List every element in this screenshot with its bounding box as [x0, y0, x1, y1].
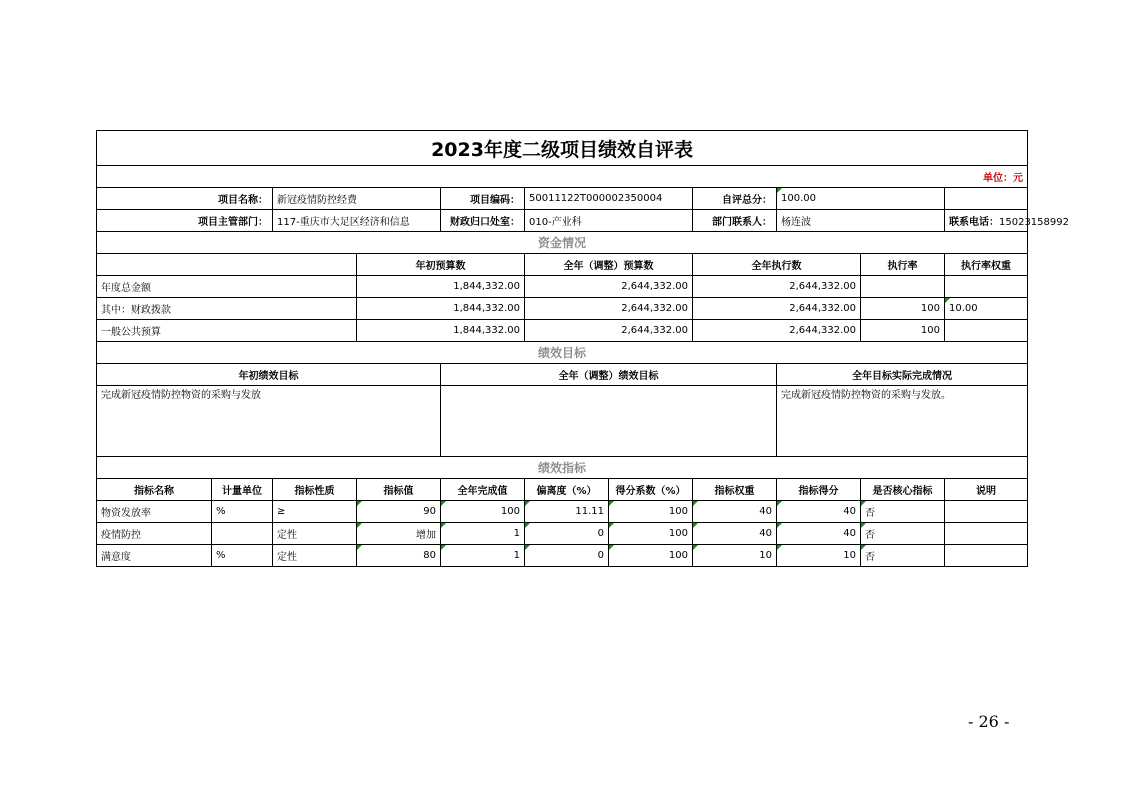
indicator-header: 指标性质 [273, 479, 357, 501]
indicator-done: 1 [441, 545, 525, 567]
unit-label: 单位：元 [97, 166, 1028, 188]
indicator-header: 说明 [945, 479, 1028, 501]
funds-row-label: 一般公共预算 [97, 320, 357, 342]
contact-label: 部门联系人： [693, 210, 777, 232]
self-score-label: 自评总分： [693, 188, 777, 210]
indicator-header: 指标得分 [777, 479, 861, 501]
indicator-note [945, 545, 1028, 567]
dept-value: 117-重庆市大足区经济和信息 [273, 210, 441, 232]
indicator-done: 100 [441, 501, 525, 523]
funds-executed: 2,644,332.00 [693, 320, 861, 342]
goal-initial: 完成新冠疫情防控物资的采购与发放 [97, 386, 441, 457]
page-number: - 26 - [968, 712, 1010, 731]
goals-section-title: 绩效目标 [97, 342, 1028, 364]
funds-executed: 2,644,332.00 [693, 298, 861, 320]
page-title: 2023年度二级项目绩效自评表 [97, 131, 1028, 166]
funds-weight: 10.00 [945, 298, 1028, 320]
indicator-score: 10 [777, 545, 861, 567]
indicator-note [945, 523, 1028, 545]
indicator-coef: 100 [609, 545, 693, 567]
indicator-header: 指标名称 [97, 479, 212, 501]
funds-row [97, 320, 1028, 342]
funds-initial: 1,844,332.00 [357, 320, 525, 342]
project-name-label: 项目名称： [97, 188, 273, 210]
indicator-coef: 100 [609, 523, 693, 545]
funds-adjusted: 2,644,332.00 [525, 320, 693, 342]
funds-adjusted: 2,644,332.00 [525, 276, 693, 298]
project-name-value: 新冠疫情防控经费 [273, 188, 441, 210]
empty-cell [945, 188, 1028, 210]
funds-section-title: 资金情况 [97, 232, 1028, 254]
indicator-header: 指标值 [357, 479, 441, 501]
funds-header: 执行率权重 [945, 254, 1028, 276]
finance-office-value: 010-产业科 [525, 210, 693, 232]
indicator-note [945, 501, 1028, 523]
funds-initial: 1,844,332.00 [357, 276, 525, 298]
indicator-coef: 100 [609, 501, 693, 523]
funds-row-label: 其中：财政拨款 [97, 298, 357, 320]
goals-header: 全年目标实际完成情况 [777, 364, 1028, 386]
goal-adjusted [441, 386, 777, 457]
indicator-header: 得分系数（%） [609, 479, 693, 501]
project-code-value: 50011122T000002350004 [525, 188, 693, 210]
funds-header-blank [97, 254, 357, 276]
indicator-row [97, 501, 1028, 523]
funds-weight [945, 276, 1028, 298]
funds-row [97, 276, 1028, 298]
indicator-deviation: 11.11 [525, 501, 609, 523]
indicator-row [97, 523, 1028, 545]
indicator-weight: 10 [693, 545, 777, 567]
dept-label: 项目主管部门： [97, 210, 273, 232]
funds-weight [945, 320, 1028, 342]
project-code-label: 项目编码： [441, 188, 525, 210]
funds-executed: 2,644,332.00 [693, 276, 861, 298]
funds-row-label: 年度总金额 [97, 276, 357, 298]
indicators-section-title: 绩效指标 [97, 457, 1028, 479]
self-score-value: 100.00 [777, 188, 945, 210]
funds-initial: 1,844,332.00 [357, 298, 525, 320]
phone-label: 联系电话： [949, 217, 999, 228]
indicator-nature: ≥ [273, 501, 357, 523]
indicator-weight: 40 [693, 523, 777, 545]
funds-rate: 100 [861, 298, 945, 320]
indicator-unit [212, 523, 273, 545]
goals-header: 年初绩效目标 [97, 364, 441, 386]
phone-cell [945, 210, 1069, 232]
indicator-header: 指标权重 [693, 479, 777, 501]
indicator-row [97, 545, 1028, 567]
indicator-name: 满意度 [97, 545, 212, 567]
funds-header: 全年执行数 [693, 254, 861, 276]
indicator-score: 40 [777, 523, 861, 545]
indicator-name: 疫情防控 [97, 523, 212, 545]
funds-rate: 100 [861, 320, 945, 342]
funds-header: 执行率 [861, 254, 945, 276]
funds-row [97, 298, 1028, 320]
indicator-name: 物资发放率 [97, 501, 212, 523]
indicator-done: 1 [441, 523, 525, 545]
funds-adjusted: 2,644,332.00 [525, 298, 693, 320]
evaluation-table [96, 130, 1069, 567]
phone-value: 15023158992 [999, 217, 1069, 228]
indicator-header: 全年完成值 [441, 479, 525, 501]
indicator-weight: 40 [693, 501, 777, 523]
indicator-header: 计量单位 [212, 479, 273, 501]
indicator-nature: 定性 [273, 523, 357, 545]
funds-rate [861, 276, 945, 298]
contact-value: 杨连波 [777, 210, 945, 232]
goal-actual: 完成新冠疫情防控物资的采购与发放。 [777, 386, 1028, 457]
indicator-deviation: 0 [525, 523, 609, 545]
indicator-unit: % [212, 501, 273, 523]
indicator-core: 否 [861, 545, 945, 567]
indicator-nature: 定性 [273, 545, 357, 567]
indicator-core: 否 [861, 501, 945, 523]
indicator-header: 是否核心指标 [861, 479, 945, 501]
indicator-unit: % [212, 545, 273, 567]
evaluation-sheet [96, 130, 1069, 567]
goals-header: 全年（调整）绩效目标 [441, 364, 777, 386]
indicator-core: 否 [861, 523, 945, 545]
funds-header: 年初预算数 [357, 254, 525, 276]
indicator-deviation: 0 [525, 545, 609, 567]
indicator-score: 40 [777, 501, 861, 523]
indicator-value: 增加 [357, 523, 441, 545]
indicator-value: 90 [357, 501, 441, 523]
finance-office-label: 财政归口处室： [441, 210, 525, 232]
indicator-value: 80 [357, 545, 441, 567]
indicator-header: 偏离度（%） [525, 479, 609, 501]
funds-header: 全年（调整）预算数 [525, 254, 693, 276]
